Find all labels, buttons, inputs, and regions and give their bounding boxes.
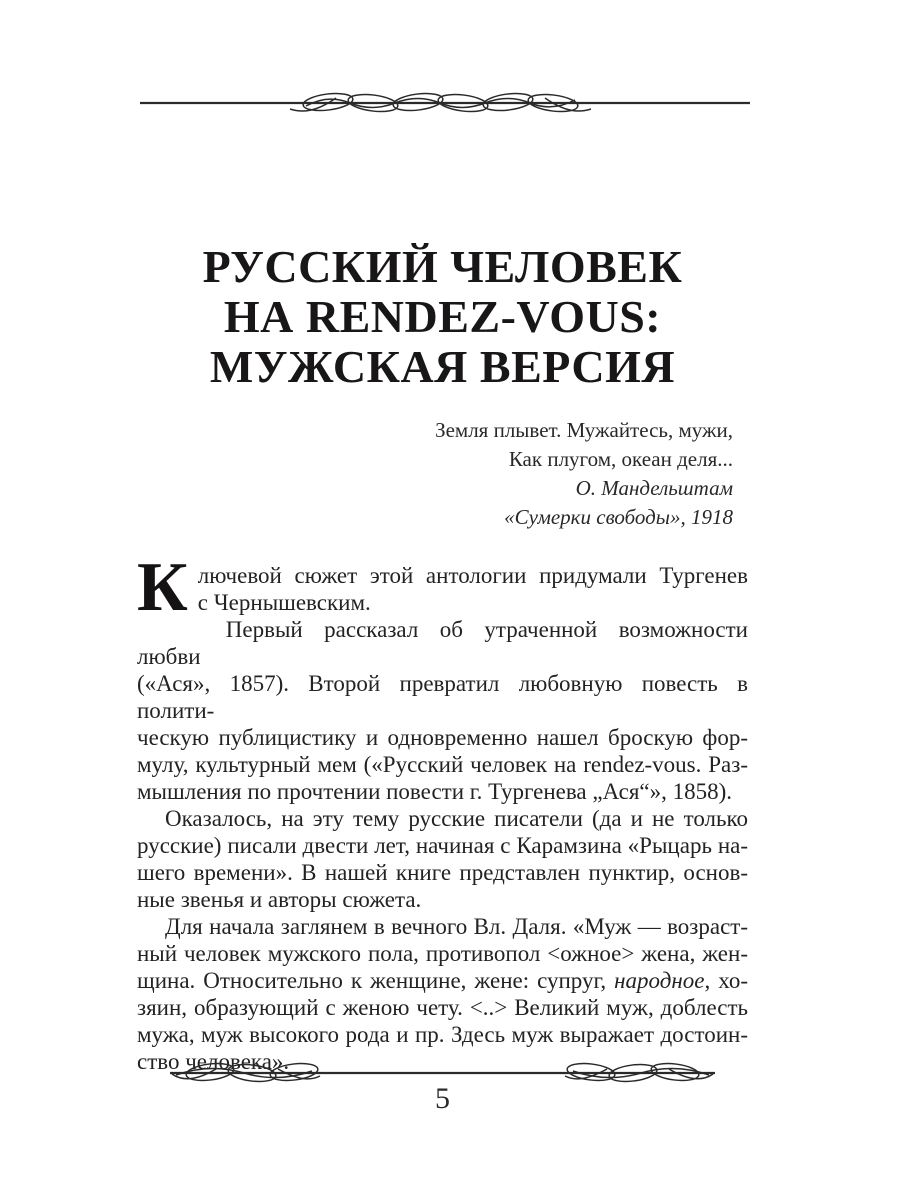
paragraph <box>137 805 748 913</box>
body-line: Для начала заглянем в вечного Вл. Даля. «Муж — возраст- <box>165 914 748 939</box>
body-line: ческую публицистику и одновременно нашел броскую фор- <box>137 725 748 750</box>
body-line: ство человека». <box>137 1049 290 1074</box>
epigraph-verse-line: Земля плывет. Мужайтесь, мужи, <box>435 418 733 442</box>
body-text <box>137 549 748 1075</box>
page-number: 5 <box>435 1082 450 1115</box>
paragraph <box>137 913 748 1075</box>
epigraph-verse <box>137 416 733 474</box>
chapter-title <box>137 242 748 392</box>
drop-cap: К <box>137 549 188 626</box>
epigraph-verse-line: Как плугом, океан деля... <box>508 447 733 471</box>
body-line: мышления по прочтении повести г. Тургенева „Ася“», 1858). <box>137 779 733 804</box>
body-line: мулу, культурный мем («Русский человек на rendez-vous. Раз- <box>137 752 748 777</box>
calligraphic-chain-icon <box>140 90 750 116</box>
body-line: ные звенья и авторы сюжета. <box>137 887 422 912</box>
epigraph-attribution-line: О. Мандельштам <box>575 476 733 500</box>
epigraph-attribution-line: «Сумерки свободы», 1918 <box>504 505 733 529</box>
body-line: лючевой сюжет этой антологии придумали Тургенев <box>197 563 748 588</box>
body-line: Первый рассказал об утраченной возможности любви <box>137 617 748 669</box>
chapter-title-line: МУЖСКАЯ ВЕРСИЯ <box>209 341 676 392</box>
body-line: шего времени». В нашей книге представлен пунктир, основ- <box>137 860 748 885</box>
chapter-title-line: РУССКИЙ ЧЕЛОВЕК <box>202 241 683 292</box>
body-line: русские) писали двести лет, начиная с Карамзина «Рыцарь на- <box>137 833 748 858</box>
chapter-title-line: НА RENDEZ-VOUS: <box>223 291 662 342</box>
body-line: с Чернышевским. <box>197 590 371 615</box>
body-line: мужа, муж высокого рода и пр. Здесь муж выражает достоин- <box>137 1022 748 1047</box>
divider-ornament-top <box>140 90 750 116</box>
paragraph <box>137 616 748 805</box>
body-line: зяин, образующий с женою чету. <..> Великий муж, доблесть <box>137 995 748 1020</box>
body-line: Оказалось, на эту тему русские писатели (да и не только <box>165 806 748 831</box>
paragraph <box>137 549 748 626</box>
body-line: («Ася», 1857). Второй превратил любовную повесть в полити- <box>137 671 748 723</box>
epigraph <box>137 416 748 532</box>
body-line: щина. Относительно к женщине, жене: супруг, народное, хо- <box>137 968 748 993</box>
epigraph-attribution <box>137 474 733 532</box>
body-line: ный человек мужского пола, противопол <ожное> жена, жен- <box>137 941 748 966</box>
